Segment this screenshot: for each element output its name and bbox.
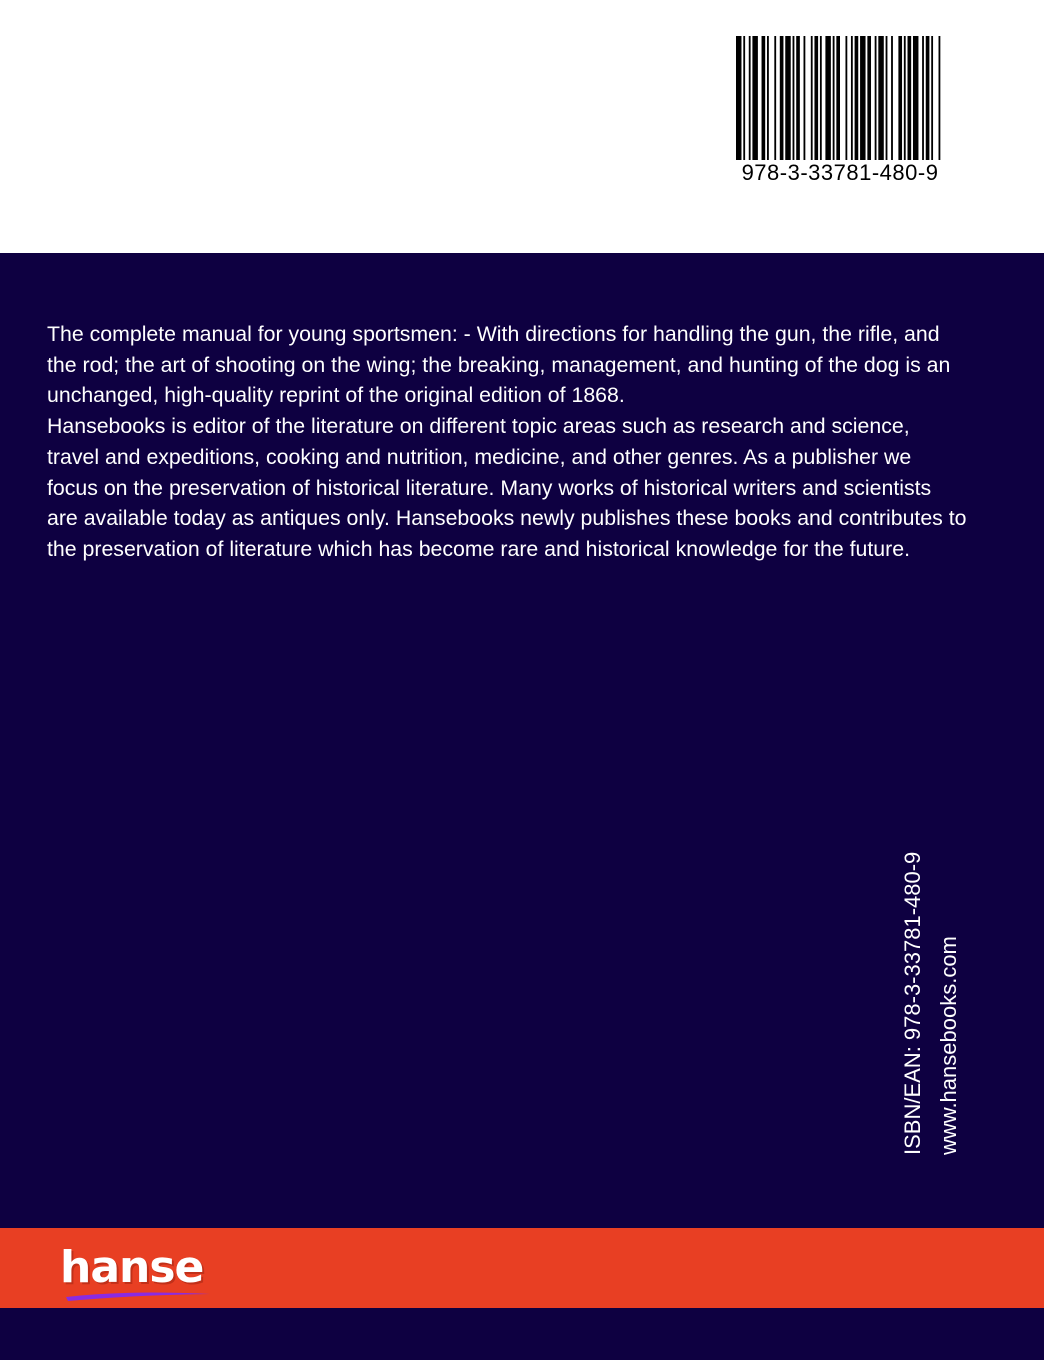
- barcode-bar: [851, 36, 853, 160]
- barcode-bar: [926, 36, 930, 160]
- barcode-number: 978-3-33781-480-9: [741, 160, 939, 185]
- spine-info: [898, 833, 970, 1163]
- barcode-bar: [931, 36, 933, 160]
- barcode-bar: [780, 36, 784, 160]
- barcode-bar: [836, 36, 840, 160]
- barcode-bar: [814, 36, 818, 160]
- barcode-bar: [762, 36, 766, 160]
- barcode-bar: [855, 36, 859, 160]
- barcode-bar: [898, 36, 902, 160]
- barcode-bar: [820, 36, 822, 160]
- barcode-bar: [793, 36, 795, 160]
- barcode-bar: [736, 36, 741, 160]
- barcode-bar: [804, 36, 806, 160]
- barcode-bar: [743, 36, 745, 160]
- logo-swoosh-icon: [64, 1288, 214, 1302]
- publisher-bar: [0, 1228, 1044, 1308]
- barcode-bar: [833, 36, 835, 160]
- barcode-bar: [875, 36, 877, 160]
- back-cover-panel: [0, 253, 1044, 1228]
- barcode-bar: [908, 36, 912, 160]
- barcode: [736, 36, 944, 160]
- barcode-bar: [825, 36, 830, 160]
- barcode-bar: [752, 36, 757, 160]
- barcode-bar: [904, 36, 906, 160]
- description-paragraph-1: The complete manual for young sportsmen: - With directions for handling the gun, the rifle, and the rod; the art of shooting on the wing; the breaking, management, and hunting of the dog is an unchanged, high-quality reprint of the original edition of 1868.: [47, 322, 951, 408]
- barcode-bar: [749, 36, 751, 160]
- isbn-ean-text: ISBN/EAN: 978-3-33781-480-9: [900, 851, 925, 1155]
- barcode-bar: [922, 36, 924, 160]
- barcode-bar: [785, 36, 790, 160]
- logo-wordmark: hanse: [60, 1242, 204, 1293]
- barcode-bar: [796, 36, 800, 160]
- hanse-logo: [60, 1244, 220, 1300]
- barcode-bar: [886, 36, 888, 160]
- barcode-bar: [860, 36, 865, 160]
- bottom-navy-strip: [0, 1308, 1044, 1360]
- barcode-bar: [939, 36, 941, 160]
- top-white-area: [0, 0, 1044, 253]
- barcode-bar: [767, 36, 769, 160]
- barcode-bar: [891, 36, 893, 160]
- barcode-bar: [867, 36, 871, 160]
- description-paragraph-2: Hansebooks is editor of the literature on different topic areas such as research and science, travel and expeditions, cooking and nutrition, medicine, and other genres. As a publisher we focus on the preservation of historical literature. Many works of historical writers and scientists are available today as antiques only. Hansebooks newly publishes these books and contributes to the preservation of literature which has become rare and historical knowledge for the future.: [47, 414, 967, 561]
- book-description: [47, 319, 967, 565]
- barcode-bar: [845, 36, 847, 160]
- website-url: www.hansebooks.com: [936, 936, 961, 1155]
- barcode-bar: [878, 36, 883, 160]
- barcode-bar: [774, 36, 776, 160]
- barcode-bar: [811, 36, 813, 160]
- barcode-bar: [913, 36, 918, 160]
